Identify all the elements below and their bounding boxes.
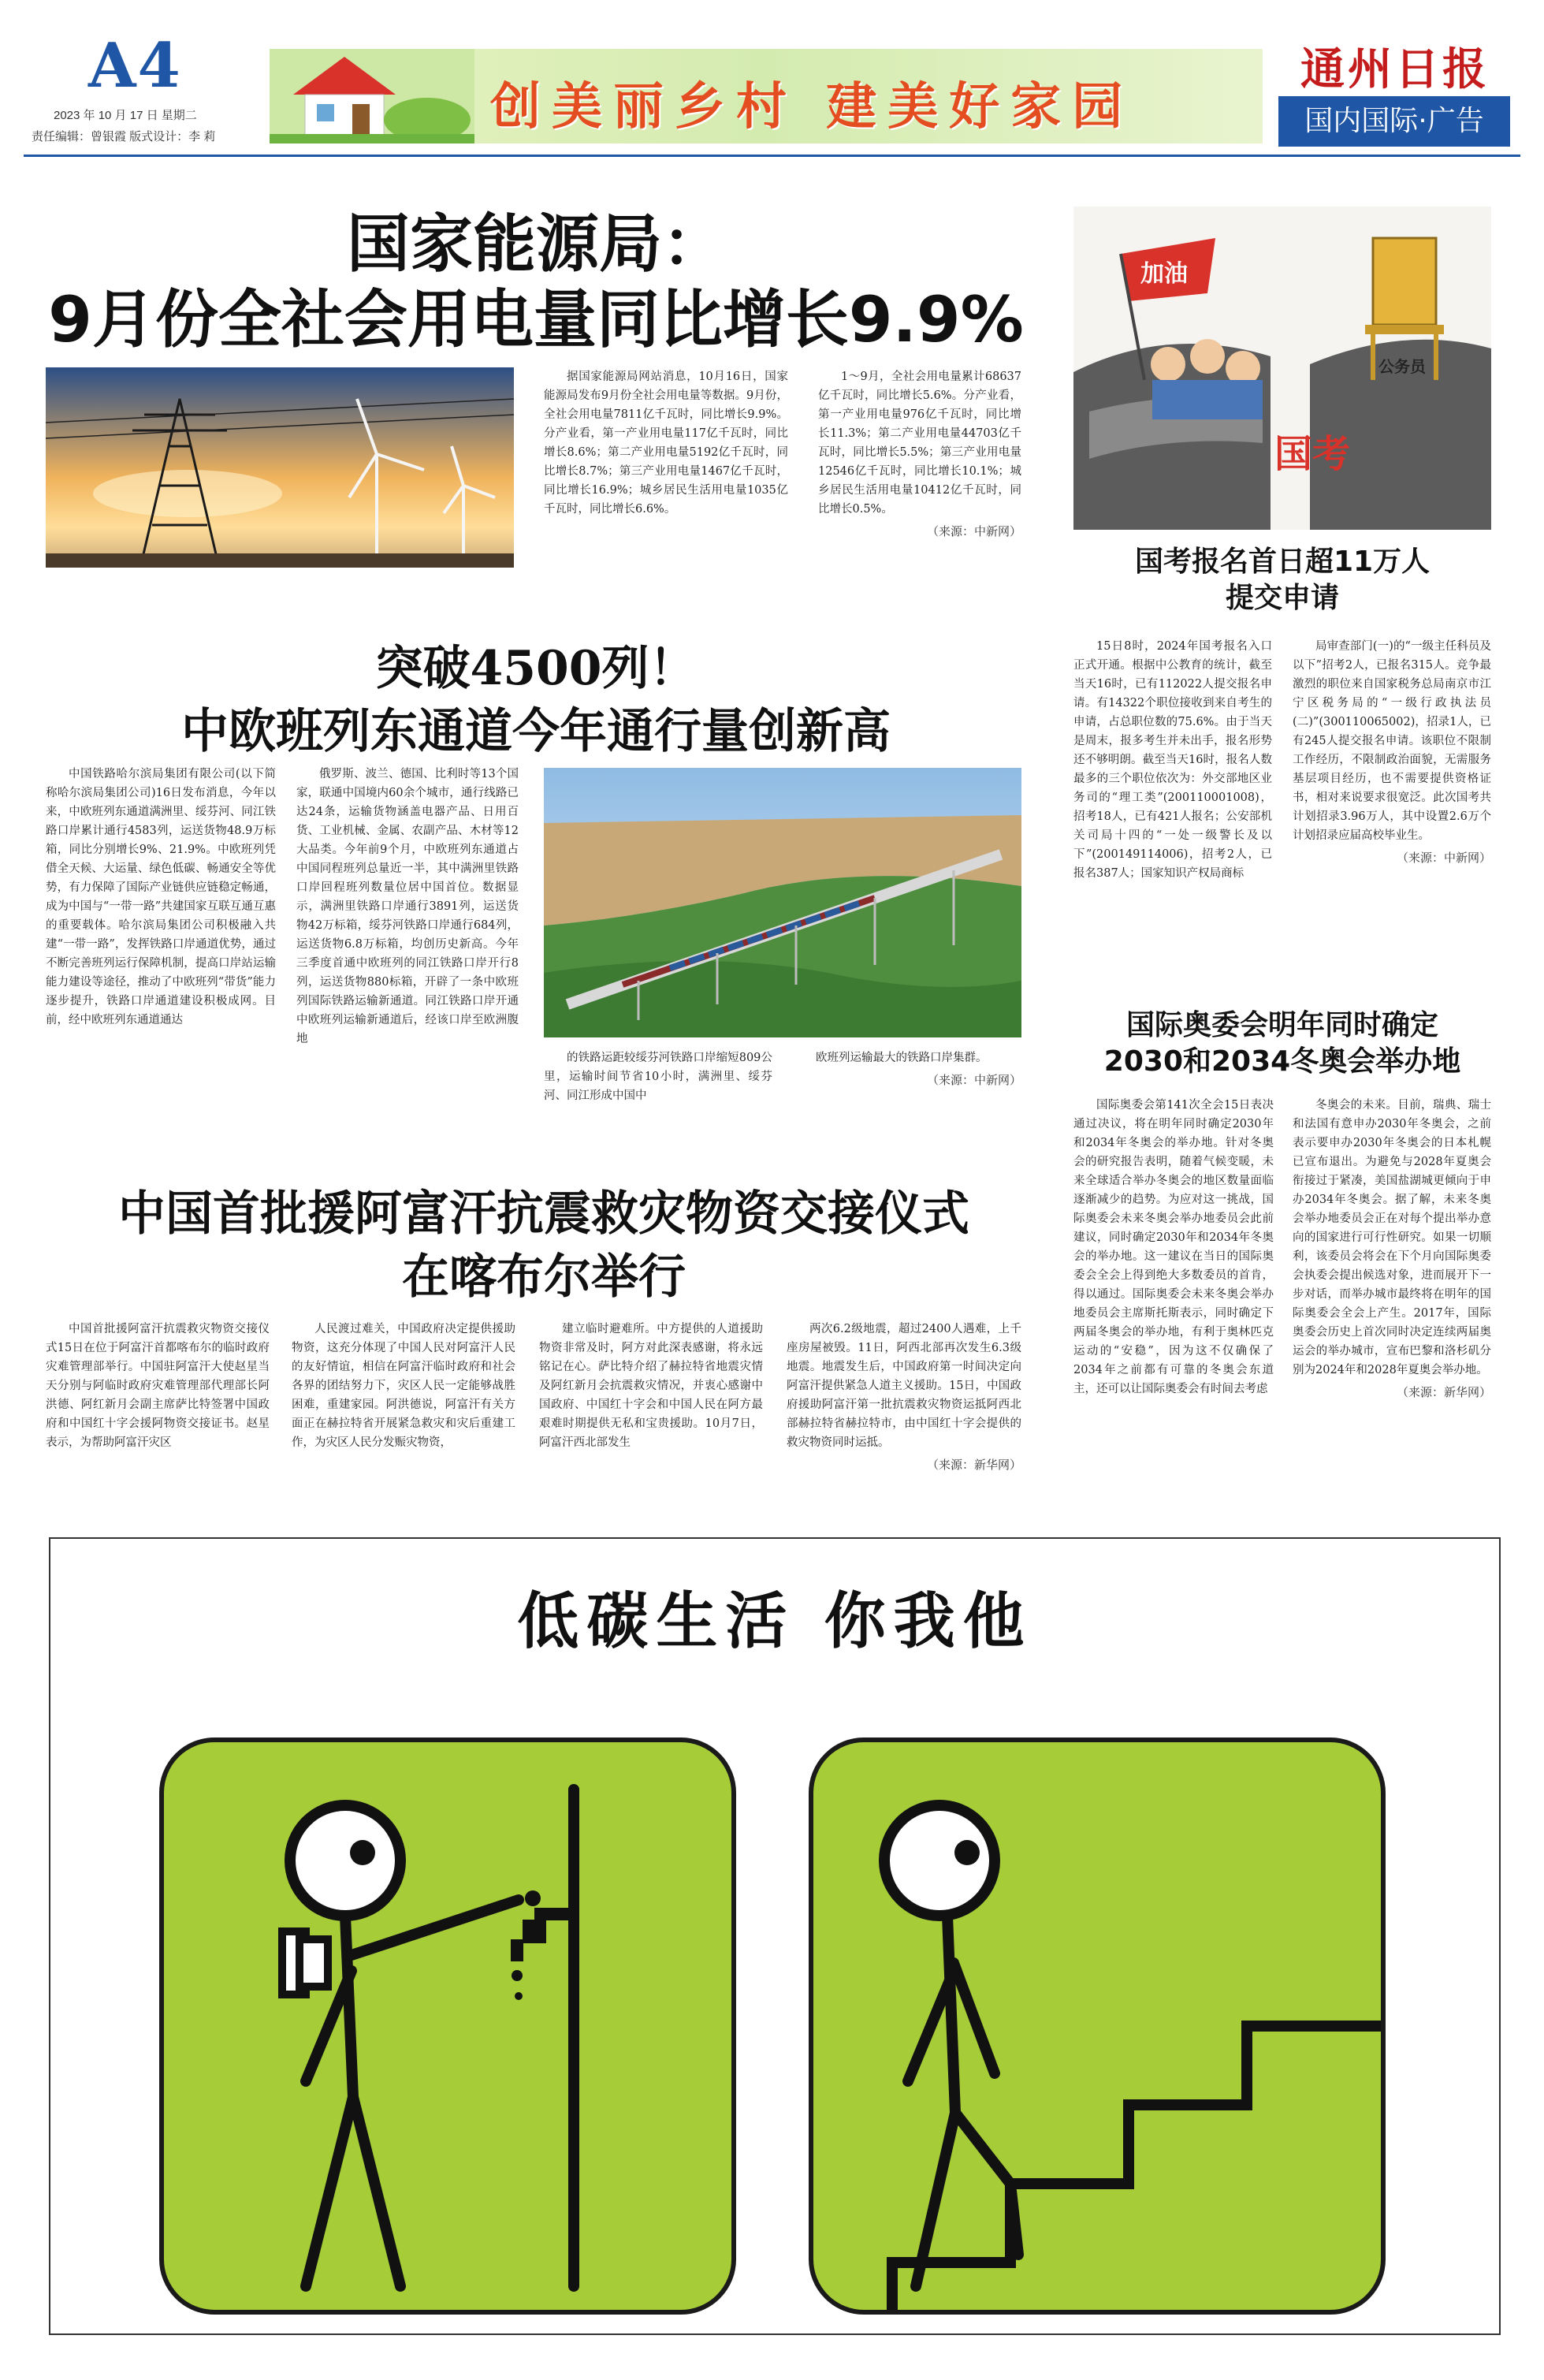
rail-headline-line2: 中欧班列东通道今年通行量创新高 bbox=[181, 704, 891, 759]
aid-column-2: 人民渡过难关，中国政府决定提供援助物资，这充分体现了中国人民对阿富汗人民的友好情谊，相信在阿富汗临时政府和社会各界的团结努力下，灾区人民一定能够战胜困难，重建家园。阿洪德说，阿富汗有关方面正在赫拉特省开展紧急救灾和灾后重建工作，为灾区人民分发赈灾物资， bbox=[292, 1323, 515, 1449]
issue-date: 2023 年 10 月 17 日 星期二 bbox=[54, 109, 197, 122]
olympic-column-2: 冬奥会的未来。目前，瑞典、瑞士和法国有意申办2030年冬奥会，之前表示要申办2030年冬奥会的日本札幌已宣布退出。为避免与2028年夏奥会衔接过于紧凑，美国盐湖城更倾向于申办2034年冬奥会。据了解，未来冬奥会举办地委员会正在对每个提出举办意向的国家进行可行性研究。如果一切顺利，该委员会将会在下个月向国际奥委会执委会提出候选对象，进而展开下一步对话，而举办城市最终将在明年的国际奥委会全会上产生。2017年，国际奥委会历史上首次同时决定连续两届奥运会的举办城市，宣布巴黎和洛杉矶分别为2024年和2028年夏奥会举办地。 （来源：新华网） bbox=[1293, 1096, 1491, 1402]
rail-column-3: 的铁路运距较绥芬河铁路口岸缩短809公里，运输时间节省10小时，满洲里、绥芬河、同江形成中国中 bbox=[544, 1052, 772, 1102]
energy-headline-line1: 国家能源局： bbox=[347, 207, 725, 281]
aid-column-1: 中国首批援阿富汗抗震救灾物资交接仪式15日在位于阿富汗首都喀布尔的临时政府灾难管理部举行。中国驻阿富汗大使赵星当天分别与阿临时政府灾难管理部代理部长阿洪德、阿红新月会副主席萨比特签署中国政府和中国红十字会援阿物资交接证书。赵星表示，为帮助阿富汗灾区 bbox=[46, 1323, 270, 1449]
rail-column-2: 俄罗斯、波兰、德国、比利时等13个国家，联通中国境内60余个城市，通行线路已达24条，运输货物涵盖电器产品、日用百货、工业机械、金属、农副产品、木材等12大品类。今年前9个月，中欧班列东通道占中国同程班列总量近一半，其中满洲里铁路口岸回程班列数量位居中国首位。数据显示，满洲里铁路口岸通行3891列，运送货物42万标箱，绥芬河铁路口岸通行684列，运送货物6.8万标箱，均创历史新高。今年三季度首通中欧班列的同江铁路口岸开行8列，运送货物880标箱，开辟了一条中欧班列国际铁路运输新通道。同江铁路口岸开通中欧班列运输新通道后，经该口岸至欧洲腹地 bbox=[296, 768, 519, 1045]
olympic-column-1: 国际奥委会第141次全会15日表决通过决议，将在明年同时确定2030年和2034年冬奥会的举办地。针对冬奥会的研究报告表明，随着气候变暖，未来全球适合举办冬奥会的地区数量面临逐渐减少的趋势。为应对这一挑战，国际奥委会未来冬奥会举办地委员会此前建议，同时确定2030年和2034年冬奥会的举办地。这一建议在当日的国际奥委会全会上得到绝大多数委员的首肯，得以通过。国际奥委会未来冬奥会举办地委员会主席斯托斯表示，同时确定下两届冬奥会的举办地，有利于奥林匹克运动的“安稳”，因为这不仅确保了2034年之前都有可靠的冬奥会东道主，还可以让国际奥委会有时间去考虑 bbox=[1073, 1099, 1274, 1395]
freight-train-bridge-photo bbox=[544, 768, 1021, 1037]
stick-figure-stairs-icon bbox=[813, 1742, 1381, 2310]
exam-headline bbox=[1073, 544, 1491, 616]
energy-headline-line2: 9月份全社会用电量同比增长9.9% bbox=[48, 283, 1024, 356]
exam-headline-line1: 国考报名首日超11万人 bbox=[1134, 546, 1431, 578]
rail-source: （来源：中新网） bbox=[926, 1073, 1021, 1087]
cartoon-flag-label: 加油 bbox=[1140, 260, 1188, 288]
newspaper-brand: 通州日报 bbox=[1300, 43, 1490, 95]
house-illustration bbox=[270, 49, 474, 143]
olympic-headline-line2: 2030和2034冬奥会举办地 bbox=[1103, 1045, 1461, 1078]
page-number: A4 bbox=[88, 30, 182, 102]
aid-headline-line1: 中国首批援阿富汗抗震救灾物资交接仪式 bbox=[118, 1186, 969, 1242]
olympic-source: （来源：新华网） bbox=[1396, 1385, 1491, 1399]
turn-off-tap-panel bbox=[159, 1738, 736, 2315]
take-stairs-panel bbox=[809, 1738, 1386, 2315]
civil-service-cartoon bbox=[1073, 207, 1491, 530]
energy-headline bbox=[32, 207, 1040, 358]
aid-source: （来源：新华网） bbox=[926, 1458, 1021, 1472]
exam-source: （来源：中新网） bbox=[1396, 851, 1491, 865]
aid-headline-line2: 在喀布尔举行 bbox=[402, 1250, 686, 1305]
energy-column-2: 1～9月，全社会用电量累计68637亿千瓦时，同比增长5.6%。分产业看，第一产业用电量976亿千瓦时，同比增长11.3%；第二产业用电量44703亿千瓦时，同比增长5.5%；第三产业用电量12546亿千瓦时，同比增长10.1%；城乡居民生活用电量10412亿千瓦时，同比增长0.5%。 （来源：中新网） bbox=[818, 367, 1021, 541]
rail-headline-line1: 突破4500列！ bbox=[375, 641, 697, 696]
cartoon-cliff-label: 国考 bbox=[1274, 432, 1351, 476]
olympic-headline bbox=[1073, 1007, 1491, 1080]
slogan-banner bbox=[270, 49, 1263, 143]
header-divider bbox=[24, 155, 1520, 157]
energy-column-1: 据国家能源局网站消息，10月16日，国家能源局发布9月份全社会用电量等数据。9月份，全社会用电量7811亿千瓦时，同比增长9.9%。分产业看，第一产业用电量117亿千瓦时，同比增长8.6%；第二产业用电量5192亿千瓦时，同比增长8.7%；第三产业用电量1467亿千瓦时，同比增长16.9%；城乡居民生活用电量1035亿千瓦时，同比增长6.6%。 bbox=[544, 371, 788, 516]
exam-headline-line2: 提交申请 bbox=[1225, 582, 1339, 614]
energy-source: （来源：中新网） bbox=[926, 524, 1021, 538]
editor-credits: 责任编辑：曾银霞 版式设计：李 莉 bbox=[32, 130, 216, 143]
rail-column-1: 中国铁路哈尔滨局集团有限公司(以下简称哈尔滨局集团公司)16日发布消息，今年以来，中欧班列东通道满洲里、绥芬河、同江铁路口岸累计通行4583列，运送货物48.9万标箱，同比分别增长9%、21.9%。中欧班列凭借全天候、大运量、绿色低碳、畅通安全等优势，有力保障了国际产业链供应链稳定畅通，成为中国与“一带一路”共建国家互联互通互惠的重要载体。哈尔滨局集团公司积极融入共建“一带一路”，发挥铁路口岸通道优势，通过不断完善班列运行保障机制，提高口岸站运输能力建设等途径，推动了中欧班列“带货”能力逐步提升，铁路口岸通道建设积极成网。目前，经中欧班列东通道通达 bbox=[46, 768, 276, 1026]
exam-column-2: 局审查部门(一)的“一级主任科员及以下”招考2人，已报名315人。竞争最激烈的职位来自国家税务总局南京市江宁区税务局的“一级行政执法员(二)”(300110065002)，招录1人，已有245人提交报名申请。该职位不限制工作经历，不限制政治面貌，无需服务基层项目经历，也不需要提供资格证书，相对来说要求很宽泛。此次国考共计划招录3.96万人，其中设置2.6万个计划招录应届高校毕业生。 （来源：中新网） bbox=[1293, 637, 1491, 867]
rail-column-4: 欧班列运输最大的铁路口岸集群。 （来源：中新网） bbox=[793, 1048, 1021, 1089]
section-label: 国内国际·广告 bbox=[1278, 96, 1510, 147]
aid-column-3: 建立临时避难所。中方提供的人道援助物资非常及时，阿方对此深表感谢，将永远铭记在心。萨比特介绍了赫拉特省地震灾情及阿红新月会抗震救灾情况，并衷心感谢中国政府、中国红十字会和中国人民在阿方最艰难时期提供无私和宝贵援助。10月7日，阿富汗西北部发生 bbox=[539, 1323, 763, 1449]
public-service-ad bbox=[49, 1537, 1501, 2335]
banner-slogan: 创美丽乡村 建美好家园 bbox=[490, 78, 1134, 136]
rail-headline bbox=[95, 637, 977, 763]
aid-column-4: 两次6.2级地震，超过2400人遇难，上千座房屋被毁。11日，阿西北部再次发生6.3级地震。地震发生后，中国政府第一时间决定向阿富汗提供紧急人道主义援助。15日，中国政府援助阿富汗第一批抗震救灾物资运抵阿西北部赫拉特省赫拉特市，由中国红十字会提供的救灾物资同时运抵。 （来源：新华网） bbox=[787, 1320, 1021, 1474]
stick-figure-tap-icon bbox=[164, 1742, 731, 2310]
ad-title: 低碳生活 你我他 bbox=[517, 1585, 1032, 1657]
cartoon-chair-label: 公务员 bbox=[1378, 357, 1426, 376]
exam-column-1: 15日8时，2024年国考报名入口正式开通。根据中公教育的统计，截至当天16时，已有112022人提交报名申请。有14322个职位接收到来自考生的申请，占总职位数的75.6%。由于当天是周末，报多考生并未出手，报名形势还不够明朗。截至当天16时，报名人数最多的三个职位依次为：外交部地区业务司的“理工类”(200110001008)，招考18人，已有421人报名；公安部机关司局十四的“一处一级警长及以下”(200149114006)，招考2人，已报名387人；国家知识产权局商标 bbox=[1073, 640, 1272, 880]
aid-headline bbox=[47, 1183, 1040, 1309]
power-tower-photo bbox=[46, 367, 514, 568]
olympic-headline-line1: 国际奥委会明年同时确定 bbox=[1125, 1009, 1438, 1041]
